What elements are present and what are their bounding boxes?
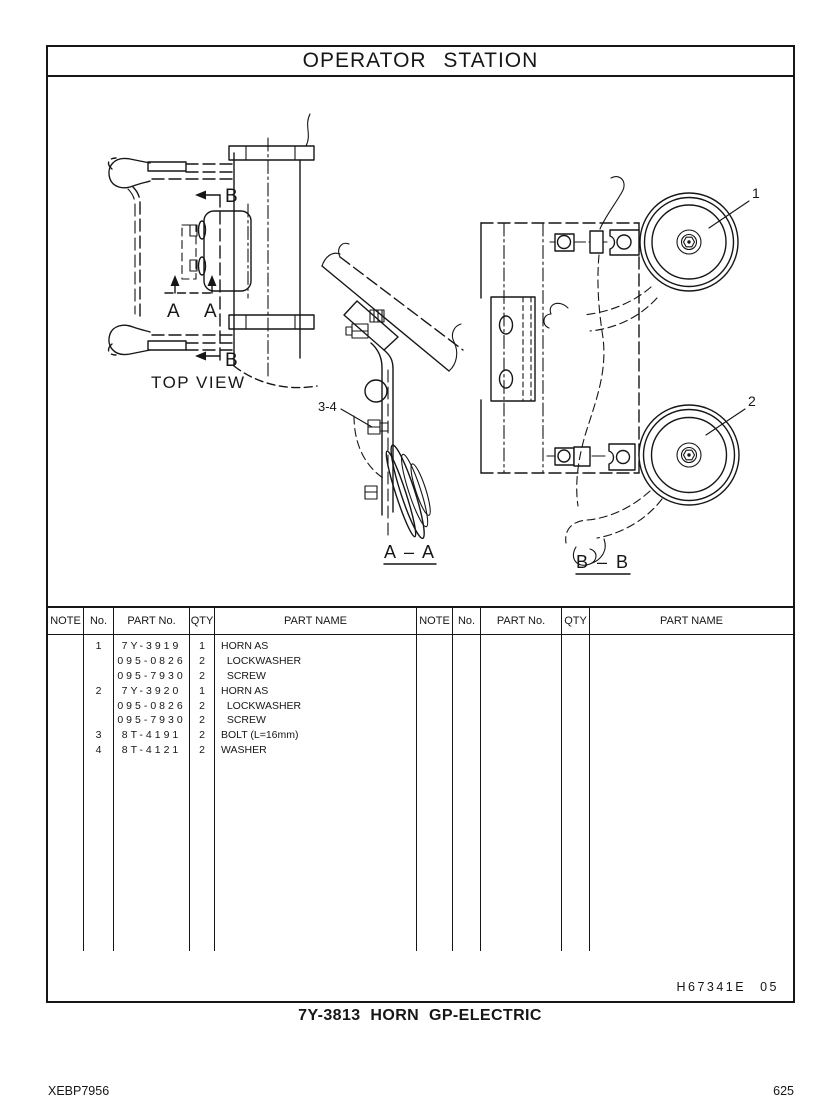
plate-inner-lines xyxy=(523,297,531,401)
machine-left-side-2 xyxy=(128,189,135,314)
bb-bracket-bottom-right xyxy=(609,444,635,470)
beam-curl-left xyxy=(322,253,340,266)
header-partno-left: PART No. xyxy=(114,608,190,634)
wire-horn1-a xyxy=(583,287,651,315)
col-partno-left xyxy=(114,635,190,951)
part-name-cell: SCREW xyxy=(221,669,266,682)
part-no-cell: 8T-4121 xyxy=(121,743,182,756)
part-name-cell: SCREW xyxy=(221,714,266,727)
col-qty-right xyxy=(562,635,590,951)
beam-curl-left2 xyxy=(339,243,349,257)
part-name-cell: WASHER xyxy=(221,743,267,756)
part-no-cell: 095-7930 xyxy=(117,714,186,727)
bb-left-plate xyxy=(491,297,535,401)
horn-2 xyxy=(639,405,739,505)
sheet-border xyxy=(46,45,795,1003)
col-note-left xyxy=(48,635,84,951)
diagram-area xyxy=(48,77,793,606)
part-name-cell: LOCKWASHER xyxy=(221,655,302,668)
part-no-cell: 8T-4191 xyxy=(121,729,182,742)
part-no-cell: 095-0826 xyxy=(117,699,186,712)
wire-harness-main xyxy=(577,255,604,506)
section-b-arrowhead-top xyxy=(195,191,206,200)
col-partname-left xyxy=(215,635,417,951)
qty-cell: 2 xyxy=(199,655,205,668)
bb-clamp-top xyxy=(590,231,603,253)
bb-clamp-bottom xyxy=(574,447,590,466)
side-bolt-cap xyxy=(346,327,352,335)
qty-cell: 1 xyxy=(199,684,205,697)
drawing-code: H67341E xyxy=(676,980,747,994)
bb-callout-1: 1 xyxy=(752,185,760,201)
header-qty-right: QTY xyxy=(562,608,590,634)
parts-table-header xyxy=(48,608,793,635)
part-name-cell: HORN AS xyxy=(221,640,269,653)
wire-horn1-b xyxy=(590,298,657,331)
qty-cell: 2 xyxy=(199,729,205,742)
section-aa-drawing xyxy=(318,243,463,564)
part-no-cell: 095-7930 xyxy=(117,669,186,682)
knurl-lines xyxy=(374,310,382,322)
section-b-label-bottom: B xyxy=(225,350,238,371)
header-partname-right: PART NAME xyxy=(660,615,723,627)
header-qty-left: QTY xyxy=(190,608,215,634)
bolt34-shaft xyxy=(380,423,388,431)
section-b-label-top: B xyxy=(225,186,238,207)
rail-block-bottom xyxy=(148,341,186,350)
header-no-right: No. xyxy=(453,608,481,634)
figure-caption: 7Y-3813 HORN GP-ELECTRIC xyxy=(298,1007,542,1024)
page-title: OPERATOR STATION xyxy=(302,49,539,72)
header-note-left: NOTE xyxy=(48,608,84,634)
part-no-cell: 095-0826 xyxy=(117,655,186,668)
qty-cell: 2 xyxy=(199,669,205,682)
part-no-cell: 7Y-3920 xyxy=(121,684,182,697)
top-view-drawing xyxy=(109,114,317,392)
front-outline-dashed xyxy=(234,366,317,388)
plate-hole-top xyxy=(500,316,513,334)
col-partname-right xyxy=(590,635,793,951)
flange-ticks xyxy=(246,146,295,329)
aa-clamp-circle xyxy=(365,380,387,402)
wire-horn2-b xyxy=(597,499,662,538)
drawing-revision: 05 xyxy=(760,980,779,994)
col-partno-right xyxy=(481,635,562,951)
qty-cell: 2 xyxy=(199,699,205,712)
fender-bottom-left xyxy=(109,325,150,354)
aa-horn-side-view xyxy=(381,440,440,542)
no-cell: 3 xyxy=(95,729,102,742)
section-a-arrowhead-right xyxy=(208,275,217,286)
no-cell xyxy=(84,669,113,684)
no-cell xyxy=(84,698,113,713)
part-no-cell: 7Y-3919 xyxy=(121,640,182,653)
drawing-code-band xyxy=(48,951,793,1001)
beam-edge-dashed xyxy=(340,257,463,350)
break-line-top xyxy=(306,114,310,146)
no-cell: 4 xyxy=(95,743,102,756)
no-cell xyxy=(84,654,113,669)
bb-callout-2: 2 xyxy=(748,393,756,409)
horn2-center-dot xyxy=(687,453,690,456)
aa-callout-3-4: 3-4 xyxy=(318,399,337,414)
bracket-edge-right xyxy=(384,350,393,450)
page-number: 625 xyxy=(773,1084,794,1098)
col-no-right xyxy=(453,635,481,951)
section-a-label-right: A xyxy=(204,301,217,322)
part-name-cell: LOCKWASHER xyxy=(221,699,302,712)
header-note-right: NOTE xyxy=(417,608,453,634)
no-cell: 2 xyxy=(95,684,102,697)
horn-1 xyxy=(640,193,738,291)
no-cell: 1 xyxy=(95,640,102,653)
wire-squiggle xyxy=(544,303,568,328)
parts-table-body xyxy=(48,635,793,951)
header-partno-right: PART No. xyxy=(481,608,562,634)
part-name-cell: BOLT (L=16mm) xyxy=(221,729,299,742)
col-note-right xyxy=(417,635,453,951)
horn1-center-dot xyxy=(687,240,690,243)
fender-top-left xyxy=(109,159,150,188)
rail-block-top xyxy=(148,162,186,171)
header-no-left: No. xyxy=(84,608,114,634)
section-b-arrowhead-bottom xyxy=(195,352,206,361)
no-cell xyxy=(84,713,113,728)
col-qty-left xyxy=(190,635,215,951)
col-no-left xyxy=(84,635,114,951)
frame-flange-bottom xyxy=(229,315,314,329)
wire-hook-top xyxy=(600,177,624,229)
rails-bottom xyxy=(152,335,234,350)
section-bb-drawing xyxy=(481,177,760,574)
machine-left-side xyxy=(133,187,140,316)
technical-drawing xyxy=(48,77,793,606)
bracket-edge-left xyxy=(371,343,382,453)
qty-cell: 2 xyxy=(199,714,205,727)
section-bb-title: B – B xyxy=(575,552,631,572)
section-a-arrowhead-left xyxy=(171,275,180,286)
part-name-cell: HORN AS xyxy=(221,684,269,697)
top-view-label: TOP VIEW xyxy=(151,373,246,392)
frame-flange-top xyxy=(229,146,314,160)
header-partname-left: PART NAME xyxy=(215,608,417,634)
aa-callout-leader xyxy=(341,409,372,427)
page-title-band xyxy=(48,47,793,77)
beam-edge-solid xyxy=(322,266,449,371)
bb-bracket-top-right xyxy=(610,230,639,255)
plate-hole-bottom xyxy=(500,370,513,388)
document-number: XEBP7956 xyxy=(48,1084,110,1098)
qty-cell: 2 xyxy=(199,743,205,756)
beam-break-right xyxy=(449,324,461,371)
section-a-label-left: A xyxy=(167,301,180,322)
section-aa-title: A – A xyxy=(383,542,437,562)
parts-table xyxy=(48,606,793,951)
qty-cell: 1 xyxy=(199,640,205,653)
